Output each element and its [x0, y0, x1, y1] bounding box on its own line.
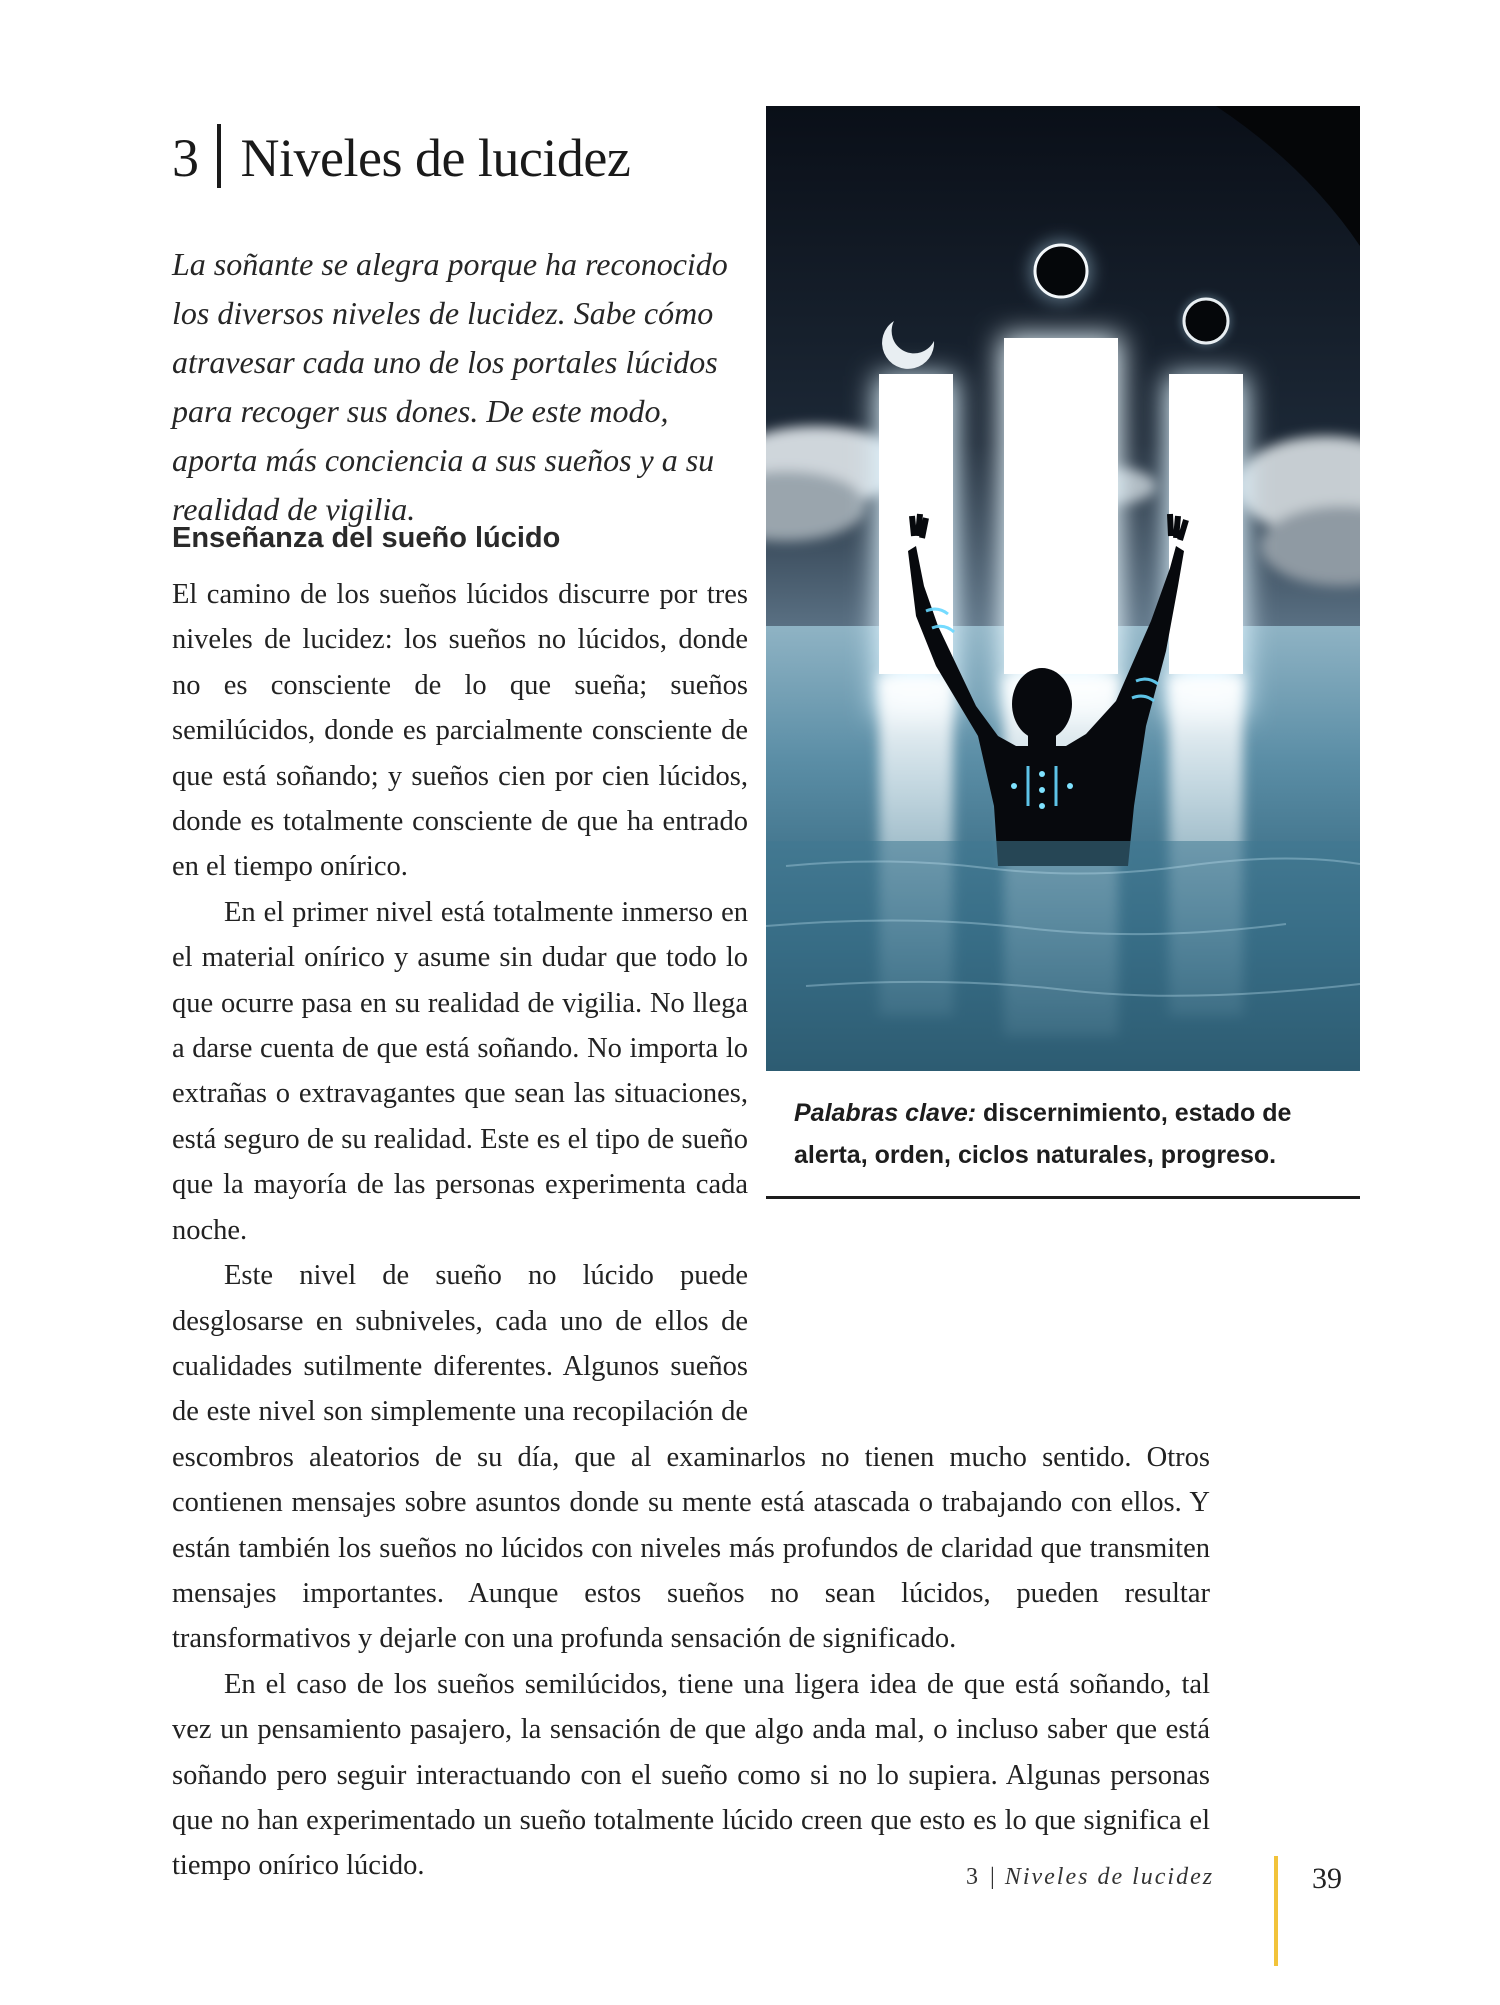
title-divider	[217, 124, 221, 188]
running-footer	[966, 1864, 1214, 1891]
footer-accent-rule	[1274, 1856, 1278, 1966]
water-surface	[766, 841, 1360, 1071]
caption-label: Palabras clave:	[794, 1099, 977, 1127]
epigraph: La soñante se alegra porque ha reconocido los diversos niveles de lucidez. Sabe cómo atravesar cada uno de los portales lúcidos para recoger sus dones. De este modo, aporta más conciencia a sus sueños y a su realidad de vigilia.	[172, 246, 728, 527]
page-number: 39	[1312, 1862, 1342, 1895]
chapter-title	[172, 122, 630, 194]
portal-center	[1004, 338, 1118, 674]
chapter-number: 3	[172, 128, 199, 188]
footer-chapter-number: 3	[966, 1864, 980, 1890]
chapter-title-text: Niveles de lucidez	[240, 128, 631, 188]
caption-rule	[766, 1196, 1360, 1199]
footer-separator: |	[990, 1864, 997, 1890]
paragraph-3: Este nivel de sueño no lúcido puede desglosarse en subniveles, cada uno de ellos de cualidades sutilmente diferentes. Algunos sueños de este nivel son simplemente una recopilación de escombros aleatorios de su día, que al examinarlos no tienen mucho sentido. Otros contienen mensajes sobre asuntos donde su mente está atascada o trabajando con ellos. Y están también los sueños no lúcidos con niveles más profundos de claridad que transmiten mensajes importantes. Aunque estos sueños no sean lúcidos, pueden resultar transformativos y dejarle con una profunda sensación de significado.	[172, 1260, 1210, 1655]
portal-left	[879, 374, 953, 674]
paragraph-1: El camino de los sueños lúcidos discurre por tres niveles de lucidez: los sueños no lúcidos, donde no es consciente de lo que sueña; sueños semilúcidos, donde es parcialmente consciente de que está soñando; y sueños cien por cien lúcidos, donde es totalmente consciente de que ha entrado en el tiempo onírico.	[172, 579, 748, 883]
caption-text: discernimiento, estado de alerta, orden, ciclos naturales, progreso.	[794, 1099, 1292, 1169]
footer-running-title: Niveles de lucidez	[1004, 1864, 1215, 1890]
paragraph-2: En el primer nivel está totalmente inmerso en el material onírico y asume sin dudar que todo lo que ocurre pasa en su realidad de vigilia. No llega a darse cuenta de que está soñando. No importa lo extrañas o extravagantes que sean las situaciones, está seguro de su realidad. Este es el tipo de sueño que la mayoría de las personas experimenta cada noche.	[172, 896, 748, 1246]
section-heading: Enseñanza del sueño lúcido	[172, 522, 561, 554]
dream-illustration	[766, 106, 1360, 1071]
figure-caption	[766, 1092, 1360, 1176]
paragraph-4: En el caso de los sueños semilúcidos, tiene una ligera idea de que está soñando, tal vez un pensamiento pasajero, la sensación de que algo anda mal, o incluso saber que está soñando pero seguir interactuando con el sueño como si no lo supiera. Algunas personas que no han experimentado un sueño totalmente lúcido creen que esto es lo que significa el tiempo onírico lúcido.	[172, 1668, 1210, 1882]
